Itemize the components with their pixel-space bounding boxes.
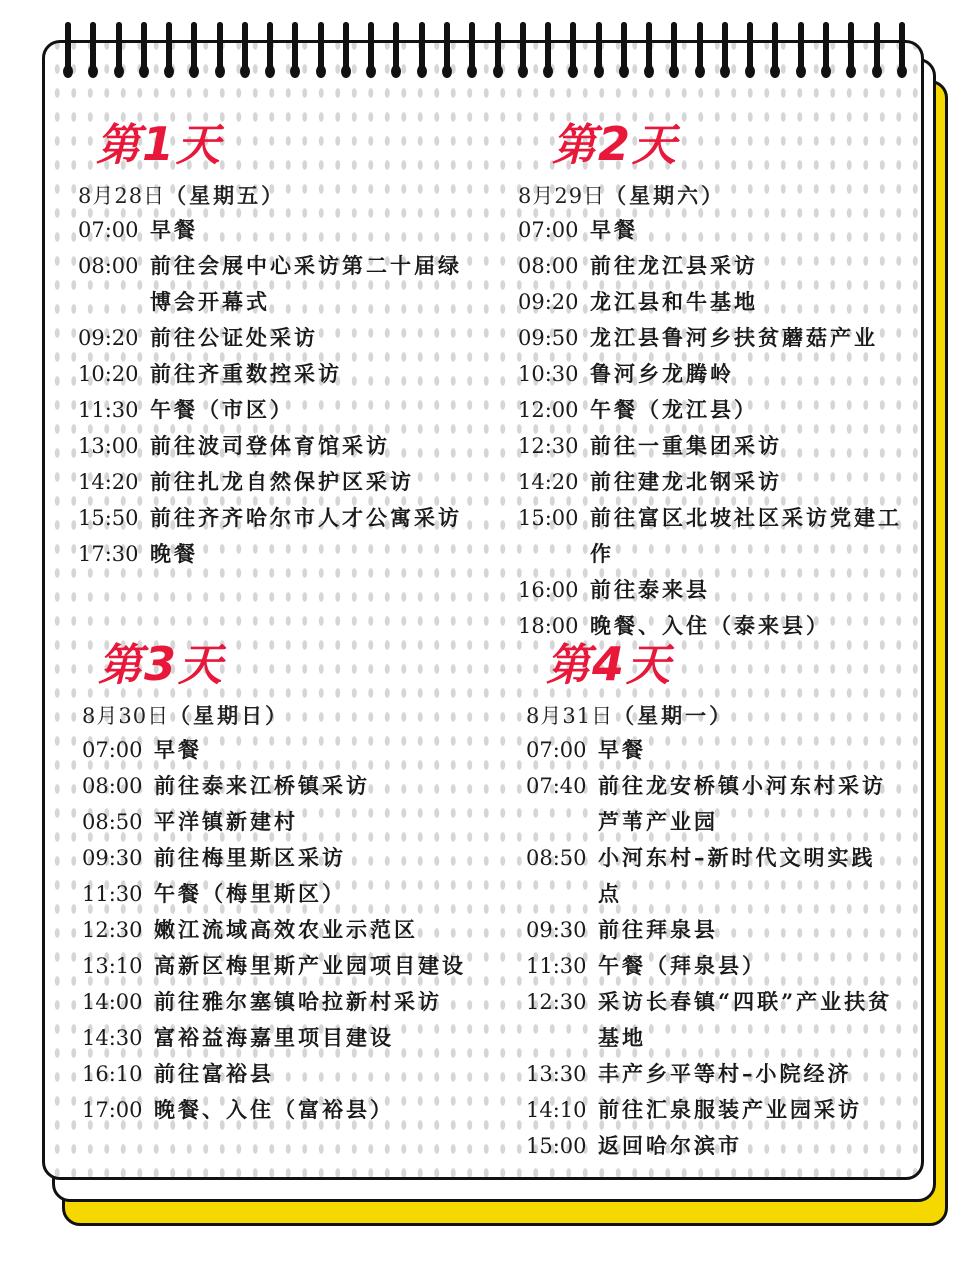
binding-ring <box>567 22 579 84</box>
ring-hook <box>798 22 804 68</box>
schedule-event: 前往会展中心采访第二十届绿博会开幕式 <box>150 253 462 314</box>
weekday-text: （星期一） <box>613 703 734 728</box>
schedule-row <box>78 428 478 464</box>
schedule-row <box>82 804 472 840</box>
schedule-event: 午餐（拜泉县） <box>598 953 766 978</box>
ring-hook <box>90 22 96 68</box>
ring-hook <box>697 22 703 68</box>
ring-hole <box>240 65 250 78</box>
weekday-text: （星期五） <box>165 183 286 208</box>
schedule-row <box>82 1056 472 1092</box>
schedule-row <box>526 732 896 768</box>
day-title-suffix: 天 <box>178 640 225 691</box>
schedule-event: 平洋镇新建村 <box>154 809 298 834</box>
ring-hook <box>444 22 450 68</box>
schedule-row <box>526 1092 896 1128</box>
day-title-prefix: 第 <box>98 640 144 691</box>
schedule-event: 返回哈尔滨市 <box>598 1133 742 1158</box>
schedule-event: 前往泰来县 <box>590 577 710 602</box>
ring-hole <box>391 65 401 78</box>
ring-hook <box>469 22 475 68</box>
day-title-number: 1 <box>142 117 177 171</box>
schedule-row <box>526 912 896 948</box>
ring-hole <box>695 65 705 78</box>
schedule-event: 龙江县鲁河乡扶贫蘑菇产业 <box>590 325 878 350</box>
schedule-event: 前往梅里斯区采访 <box>154 845 346 870</box>
date-text: 8月30日 <box>82 704 170 728</box>
ring-hole <box>63 65 73 78</box>
schedule-time: 07:00 <box>78 218 139 242</box>
schedule-event: 晚餐、入住（富裕县） <box>154 1097 394 1122</box>
schedule-time: 15:50 <box>78 506 139 530</box>
schedule-time: 18:00 <box>518 614 579 638</box>
schedule-row <box>518 320 918 356</box>
schedule-time: 07:00 <box>518 218 579 242</box>
schedule-time: 10:20 <box>78 362 139 386</box>
binding-ring <box>390 22 402 84</box>
day-4-schedule <box>526 636 896 1164</box>
ring-hook <box>874 22 880 68</box>
weekday-text: （星期六） <box>605 183 726 208</box>
ring-hook <box>621 22 627 68</box>
ring-hook <box>292 22 298 68</box>
binding-ring <box>365 22 377 84</box>
schedule-time: 14:30 <box>82 1026 143 1050</box>
binding-ring <box>719 22 731 84</box>
ring-hole <box>594 65 604 78</box>
day-3-schedule <box>82 636 472 1128</box>
ring-hole <box>568 65 578 78</box>
schedule-time: 17:00 <box>82 1098 143 1122</box>
ring-hook <box>242 22 248 68</box>
date-text: 8月29日 <box>518 184 606 208</box>
schedule-event: 前往波司登体育馆采访 <box>150 433 390 458</box>
binding-ring <box>896 22 908 84</box>
schedule-time: 13:30 <box>526 1062 587 1086</box>
binding-ring <box>492 22 504 84</box>
binding-ring <box>744 22 756 84</box>
schedule-time: 07:00 <box>82 738 143 762</box>
ring-hole <box>669 65 679 78</box>
ring-hook <box>772 22 778 68</box>
binding-ring <box>769 22 781 84</box>
schedule-event: 前往龙安桥镇小河东村采访芦苇产业园 <box>598 773 886 834</box>
schedule-time: 12:30 <box>82 918 143 942</box>
ring-hook <box>116 22 122 68</box>
binding-ring <box>517 22 529 84</box>
ring-hole <box>215 65 225 78</box>
ring-hook <box>65 22 71 68</box>
ring-hook <box>596 22 602 68</box>
day-1-schedule <box>78 116 478 572</box>
ring-hole <box>189 65 199 78</box>
schedule-time: 07:00 <box>526 738 587 762</box>
schedule-time: 16:10 <box>82 1062 143 1086</box>
schedule-time: 12:30 <box>526 990 587 1014</box>
binding-ring <box>694 22 706 84</box>
ring-hole <box>872 65 882 78</box>
schedule-event: 前往拜泉县 <box>598 917 718 942</box>
day-2-title <box>552 116 952 172</box>
ring-hook <box>646 22 652 68</box>
schedule-row <box>518 356 918 392</box>
day-2-items <box>518 212 918 644</box>
schedule-event: 晚餐、入住（泰来县） <box>590 613 830 638</box>
schedule-row <box>82 912 472 948</box>
day-title-suffix: 天 <box>176 120 223 171</box>
ring-hole <box>341 65 351 78</box>
schedule-event: 午餐（梅里斯区） <box>154 881 346 906</box>
day-1-title <box>96 116 496 172</box>
ring-hole <box>417 65 427 78</box>
schedule-time: 08:00 <box>82 774 143 798</box>
schedule-time: 12:30 <box>518 434 579 458</box>
date-text: 8月28日 <box>78 184 166 208</box>
binding-ring <box>62 22 74 84</box>
schedule-time: 08:50 <box>82 810 143 834</box>
binding-ring <box>289 22 301 84</box>
ring-hole <box>265 65 275 78</box>
ring-hole <box>518 65 528 78</box>
ring-hole <box>796 65 806 78</box>
ring-hole <box>720 65 730 78</box>
ring-hook <box>419 22 425 68</box>
ring-hole <box>770 65 780 78</box>
schedule-event: 早餐 <box>590 217 638 242</box>
schedule-event: 前往富区北坡社区采访党建工作 <box>590 505 902 566</box>
ring-hole <box>619 65 629 78</box>
ring-hook <box>217 22 223 68</box>
binding-ring <box>643 22 655 84</box>
ring-hook <box>570 22 576 68</box>
schedule-row <box>78 212 478 248</box>
binding-ring <box>188 22 200 84</box>
schedule-event: 前往龙江县采访 <box>590 253 758 278</box>
ring-hook <box>393 22 399 68</box>
schedule-time: 14:20 <box>518 470 579 494</box>
binding-ring <box>87 22 99 84</box>
day-3-date <box>82 700 472 732</box>
binding-ring <box>593 22 605 84</box>
ring-hook <box>368 22 374 68</box>
day-1-items <box>78 212 478 572</box>
day-4-date <box>526 700 896 732</box>
schedule-event: 龙江县和牛基地 <box>590 289 758 314</box>
ring-hook <box>495 22 501 68</box>
schedule-time: 15:00 <box>526 1134 587 1158</box>
schedule-row <box>518 248 918 284</box>
binding-ring <box>441 22 453 84</box>
schedule-event: 富裕益海嘉里项目建设 <box>154 1025 394 1050</box>
schedule-event: 前往齐齐哈尔市人才公寓采访 <box>150 505 462 530</box>
day-2-schedule <box>518 116 918 644</box>
day-title-number: 2 <box>598 117 633 171</box>
ring-hook <box>141 22 147 68</box>
schedule-time: 17:30 <box>78 542 139 566</box>
schedule-event: 嫩江流域高效农业示范区 <box>154 917 418 942</box>
schedule-event: 午餐（龙江县） <box>590 397 758 422</box>
schedule-row <box>78 500 478 536</box>
schedule-row <box>78 464 478 500</box>
ring-hook <box>318 22 324 68</box>
binding-ring <box>871 22 883 84</box>
day-1-date <box>78 180 478 212</box>
schedule-event: 丰产乡平等村–小院经济 <box>598 1061 852 1086</box>
ring-hole <box>644 65 654 78</box>
binding-ring <box>668 22 680 84</box>
schedule-row <box>526 1056 896 1092</box>
day-4-items <box>526 732 896 1164</box>
binding-ring <box>315 22 327 84</box>
ring-hook <box>899 22 905 68</box>
schedule-row <box>78 248 478 320</box>
day-3-title <box>98 636 488 692</box>
ring-hook <box>671 22 677 68</box>
schedule-time: 13:00 <box>78 434 139 458</box>
binding-ring <box>113 22 125 84</box>
binding-ring <box>416 22 428 84</box>
ring-hook <box>191 22 197 68</box>
ring-hook <box>823 22 829 68</box>
day-2-date <box>518 180 918 212</box>
schedule-row <box>78 356 478 392</box>
ring-hole <box>88 65 98 78</box>
schedule-time: 10:30 <box>518 362 579 386</box>
schedule-event: 前往一重集团采访 <box>590 433 782 458</box>
ring-hole <box>543 65 553 78</box>
day-title-prefix: 第 <box>96 120 142 171</box>
ring-hole <box>897 65 907 78</box>
schedule-event: 前往扎龙自然保护区采访 <box>150 469 414 494</box>
date-text: 8月31日 <box>526 704 614 728</box>
binding-ring <box>340 22 352 84</box>
ring-hole <box>467 65 477 78</box>
schedule-row <box>518 284 918 320</box>
ring-hook <box>267 22 273 68</box>
day-title-number: 4 <box>592 637 627 691</box>
ring-hook <box>848 22 854 68</box>
day-3-items <box>82 732 472 1128</box>
schedule-event: 前往公证处采访 <box>150 325 318 350</box>
schedule-time: 14:00 <box>82 990 143 1014</box>
schedule-row <box>518 212 918 248</box>
schedule-row <box>82 948 472 984</box>
schedule-time: 15:00 <box>518 506 579 530</box>
schedule-row <box>518 392 918 428</box>
schedule-time: 09:30 <box>526 918 587 942</box>
schedule-row <box>518 500 918 572</box>
binding-ring <box>138 22 150 84</box>
ring-hook <box>343 22 349 68</box>
binding-ring <box>466 22 478 84</box>
schedule-event: 早餐 <box>150 217 198 242</box>
schedule-event: 前往雅尔塞镇哈拉新村采访 <box>154 989 442 1014</box>
ring-hook <box>520 22 526 68</box>
schedule-time: 08:50 <box>526 846 587 870</box>
schedule-row <box>526 1128 896 1164</box>
schedule-row <box>82 1092 472 1128</box>
binding-ring <box>618 22 630 84</box>
schedule-row <box>82 984 472 1020</box>
schedule-row <box>526 840 896 912</box>
ring-hole <box>745 65 755 78</box>
ring-hole <box>493 65 503 78</box>
schedule-row <box>78 392 478 428</box>
schedule-time: 08:00 <box>518 254 579 278</box>
binding-ring <box>214 22 226 84</box>
schedule-event: 采访长春镇“四联”产业扶贫基地 <box>598 989 893 1050</box>
schedule-event: 早餐 <box>598 737 646 762</box>
schedule-time: 09:20 <box>518 290 579 314</box>
ring-hook <box>722 22 728 68</box>
schedule-row <box>82 768 472 804</box>
day-title-number: 3 <box>144 637 179 691</box>
schedule-time: 14:20 <box>78 470 139 494</box>
ring-hole <box>290 65 300 78</box>
ring-hole <box>366 65 376 78</box>
schedule-event: 前往齐重数控采访 <box>150 361 342 386</box>
schedule-time: 11:30 <box>526 954 587 978</box>
binding-ring <box>820 22 832 84</box>
ring-hole <box>442 65 452 78</box>
binding-ring <box>542 22 554 84</box>
schedule-event: 早餐 <box>154 737 202 762</box>
day-title-prefix: 第 <box>552 120 598 171</box>
ring-hole <box>164 65 174 78</box>
schedule-row <box>82 876 472 912</box>
schedule-row <box>78 536 478 572</box>
schedule-row <box>78 320 478 356</box>
binding-ring <box>239 22 251 84</box>
schedule-row <box>526 948 896 984</box>
ring-hole <box>821 65 831 78</box>
schedule-event: 前往泰来江桥镇采访 <box>154 773 370 798</box>
schedule-event: 前往建龙北钢采访 <box>590 469 782 494</box>
schedule-time: 13:10 <box>82 954 143 978</box>
schedule-time: 11:30 <box>82 882 143 906</box>
schedule-row <box>518 428 918 464</box>
schedule-row <box>82 732 472 768</box>
binding-ring <box>795 22 807 84</box>
schedule-row <box>526 768 896 840</box>
schedule-time: 07:40 <box>526 774 587 798</box>
schedule-row <box>518 464 918 500</box>
schedule-event: 午餐（市区） <box>150 397 294 422</box>
spiral-binding <box>62 22 908 84</box>
schedule-event: 前往汇泉服装产业园采访 <box>598 1097 862 1122</box>
schedule-time: 09:20 <box>78 326 139 350</box>
weekday-text: （星期日） <box>169 703 290 728</box>
binding-ring <box>163 22 175 84</box>
ring-hook <box>747 22 753 68</box>
schedule-row <box>526 984 896 1056</box>
ring-hook <box>545 22 551 68</box>
day-title-suffix: 天 <box>626 640 673 691</box>
schedule-event: 小河东村–新时代文明实践点 <box>598 845 876 906</box>
schedule-time: 12:00 <box>518 398 579 422</box>
ring-hole <box>316 65 326 78</box>
ring-hole <box>139 65 149 78</box>
ring-hole <box>846 65 856 78</box>
day-title-suffix: 天 <box>632 120 679 171</box>
day-title-prefix: 第 <box>546 640 592 691</box>
schedule-row <box>82 840 472 876</box>
day-4-title <box>546 636 916 692</box>
schedule-time: 16:00 <box>518 578 579 602</box>
schedule-time: 11:30 <box>78 398 139 422</box>
schedule-row <box>82 1020 472 1056</box>
schedule-event: 晚餐 <box>150 541 198 566</box>
schedule-time: 08:00 <box>78 254 139 278</box>
ring-hook <box>166 22 172 68</box>
schedule-row <box>518 572 918 608</box>
schedule-event: 前往富裕县 <box>154 1061 274 1086</box>
schedule-event: 鲁河乡龙腾岭 <box>590 361 734 386</box>
schedule-event: 高新区梅里斯产业园项目建设 <box>154 953 466 978</box>
binding-ring <box>845 22 857 84</box>
ring-hole <box>114 65 124 78</box>
schedule-time: 09:50 <box>518 326 579 350</box>
schedule-time: 09:30 <box>82 846 143 870</box>
schedule-time: 14:10 <box>526 1098 587 1122</box>
binding-ring <box>264 22 276 84</box>
